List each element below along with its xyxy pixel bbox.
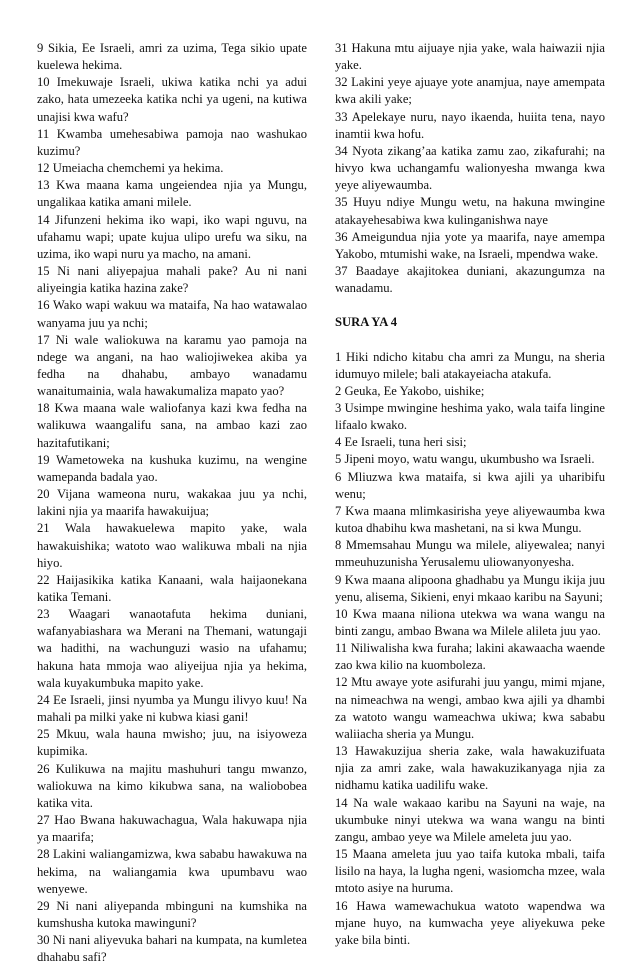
verse: 24 Ee Israeli, jinsi nyumba ya Mungu ilivyo kuu! Na mahali pa milki yake ni kubwa kiasi gani! [37, 692, 307, 725]
verse: 14 Na wale wakaao karibu na Sayuni na waje, na ukumbuke ninyi utekwa wa wana wangu na binti zangu, ambao yeye wa Milele ameleta juu yao. [335, 795, 605, 844]
right-column-bottom-verses [335, 349, 605, 949]
verse: 9 Kwa maana alipoona ghadhabu ya Mungu ikija juu yenu, alisema, Sikieni, enyi mkaao karibu na Sayuni; [335, 572, 605, 604]
verse: 11 Kwamba umehesabiwa pamoja nao washukao kuzimu? [37, 126, 307, 158]
verse: 11 Niliwalisha kwa furaha; lakini akawaacha waende zao kwa kilio na kuomboleza. [335, 641, 605, 673]
verse: 4 Ee Israeli, tuna heri sisi; [335, 435, 467, 450]
verse: 10 Kwa maana niliona utekwa wa wana wangu na binti zangu, ambao Bwana wa Milele aliletа juu yao. [335, 606, 605, 638]
verse: 12 Mtu awaye yote asifurahi juu yangu, mimi mjane, na nimeachwa na wengi, ambao kwa ajili ya dhambi za watoto wangu wameachwa ukiwa; kwa sababu waliiacha sheria ya Mungu. [335, 675, 605, 741]
right-column-top-verses [335, 40, 605, 297]
verse: 26 Kulikuwa na majitu mashuhuri tangu mwanzo, waliokuwa na kimo kikubwa sana, na waliobobea katika vita. [37, 761, 307, 810]
verse: 15 Ni nani aliyepajua mahali pake? Au ni nani aliyeingia katika hazina zake? [37, 264, 307, 296]
verse: 32 Lakini yeye ajuaye yote anamjua, naye amempata kwa akili yake; [335, 75, 605, 107]
verse: 5 Jipeni moyo, watu wangu, ukumbusho wa Israeli. [335, 452, 595, 467]
verse: 22 Haijasikika katika Kanaani, wala haijaonekana katika Temani. [37, 572, 307, 604]
left-column [37, 40, 307, 965]
verse: 36 Ameigundua njia yote ya maarifa, naye amempa Yakobo, mtumishi wake, na Israeli, mpendwa wake. [335, 229, 605, 261]
verse: 19 Wametoweka na kushuka kuzimu, na wengine wamepanda badala yao. [37, 452, 307, 484]
verse: 7 Kwa maana mlimkasirisha yeye aliyewaumba kwa kutoa dhabihu kwa mashetani, na si kwa Mungu. [335, 503, 605, 536]
verse: 13 Kwa maana kama ungeiendea njia ya Mungu, ungalikaa katika amani milele. [37, 178, 307, 210]
verse: 13 Hawakuzijua sheria zake, wala hawakuzifuata njia za amri zake, wala hawakuzikanyaga njia za nidhamu katika uadilifu wake. [335, 744, 605, 793]
verse: 16 Wako wapi wakuu wa mataifa, Na hao watawalao wanyama juu ya nchi; [37, 298, 307, 330]
verse: 12 Umeiacha chemchemi ya hekima. [37, 161, 224, 176]
verse: 21 Wala hawakuelewa mapito yake, wala hawakuishika; watoto wao walikuwa mbali na njia hiyo. [37, 521, 307, 570]
verse: 10 Imekuwaje Israeli, ukiwa katika nchi ya adui zako, hata umezeeka katika nchi ya ugeni, na kutiwa unajisi kwa wafu? [37, 75, 307, 124]
verse: 35 Huyu ndiye Mungu wetu, na hakuna mwingine atakayehesabiwa kwa kulinganishwa naye [335, 195, 605, 227]
verse: 27 Hao Bwana hakuwachagua, Wala hakuwapa njia ya maarifa; [37, 813, 307, 845]
verse: 30 Ni nani aliyevuka bahari na kumpata, na kumletea dhahabu safi? [37, 933, 307, 965]
verse: 23 Waagari wanaotafuta hekima duniani, wafanyabiashara wa Merani na Themani, watungaji wa hadithi, na wachunguzi wasio na ufahamu; hakuna hata mmoja wao aliyeijua njia ya hekima, wala kuyakumbuka mapito yake. [37, 607, 307, 690]
verse: 16 Hawa wamewachukua watoto wapendwa wa mjane huyo, na kumwacha yeye aliyekuwa peke yake bila binti. [335, 898, 605, 947]
verse: 20 Vijana wameona nuru, wakakaa juu ya nchi, lakini njia ya maarifa hawakuijua; [37, 487, 307, 519]
verse: 15 Maana ameleta juu yao taifa kutoka mbali, taifa lisilo na haya, la lugha ngeni, wasiomcha mzee, wala mtoto asiye na huruma. [335, 847, 605, 896]
verse: 34 Nyota zikang’aa katika zamu zao, zikafurahi; na hivyo kwa uchangamfu walionyesha mwanga kwa yeye aliyewaumba. [335, 143, 605, 193]
verse: 1 Hiki ndicho kitabu cha amri za Mungu, na sheria idumuyo milele; bali atakayeiacha atakufa. [335, 349, 605, 381]
chapter-heading: SURA YA 4 [335, 315, 398, 330]
verse: 37 Baadaye akajitokea duniani, akazungumza na wanadamu. [335, 264, 605, 296]
verse: 17 Ni wale waliokuwa na karamu yao pamoja na ndege wa angani, na hao waliojiwekea akiba ya fedha na dhahabu, ambayo wanadamu wanaitumainia, wala hawakumaliza mapato yao? [37, 332, 307, 399]
verse: 6 Mliuzwa kwa mataifa, si kwa ajili ya uharibifu wenu; [335, 469, 605, 501]
verse: 29 Ni nani aliyepanda mbinguni na kumshika na kumshusha kutoka mawinguni? [37, 898, 307, 930]
verse: 9 Sikia, Ee Israeli, amri za uzima, Tega sikio upate kuelewa hekima. [37, 41, 307, 73]
verse: 18 Kwa maana wale waliofanya kazi kwa fedha na walikuwa waangalifu sana, na ambao kazi zao hazitafutikani; [37, 401, 307, 450]
verse: 8 Mmemsahau Mungu wa milele, aliyewalea; nanyi mmeuhuzunisha Yerusalemu uliowanyonyesha. [335, 538, 605, 570]
verse: 3 Usimpe mwingine heshima yako, wala taifa lingine lifaalo kwako. [335, 400, 605, 433]
verse: 33 Apelekaye nuru, nayo ikaenda, huiita tena, nayo inamtii kwa hofu. [335, 109, 605, 141]
verse: 2 Geuka, Ee Yakobo, uishike; [335, 383, 485, 398]
verse: 25 Mkuu, wala hauna mwisho; juu, na isiyoweza kupimika. [37, 727, 307, 759]
verse: 28 Lakini waliangamizwa, kwa sababu hawakuwa na hekima, na waliangamia kwa upumbavu wao wenyewe. [37, 847, 307, 896]
right-column [335, 40, 605, 947]
verse: 31 Hakuna mtu aijuaye njia yake, wala haiwazii njia yake. [335, 41, 605, 73]
verse: 14 Jifunzeni hekima iko wapi, iko wapi nguvu, na ufahamu wapi; upate kujua ulipo urefu wa siku, na uzima, iko wapi nuru ya macho, na amani. [37, 212, 307, 261]
